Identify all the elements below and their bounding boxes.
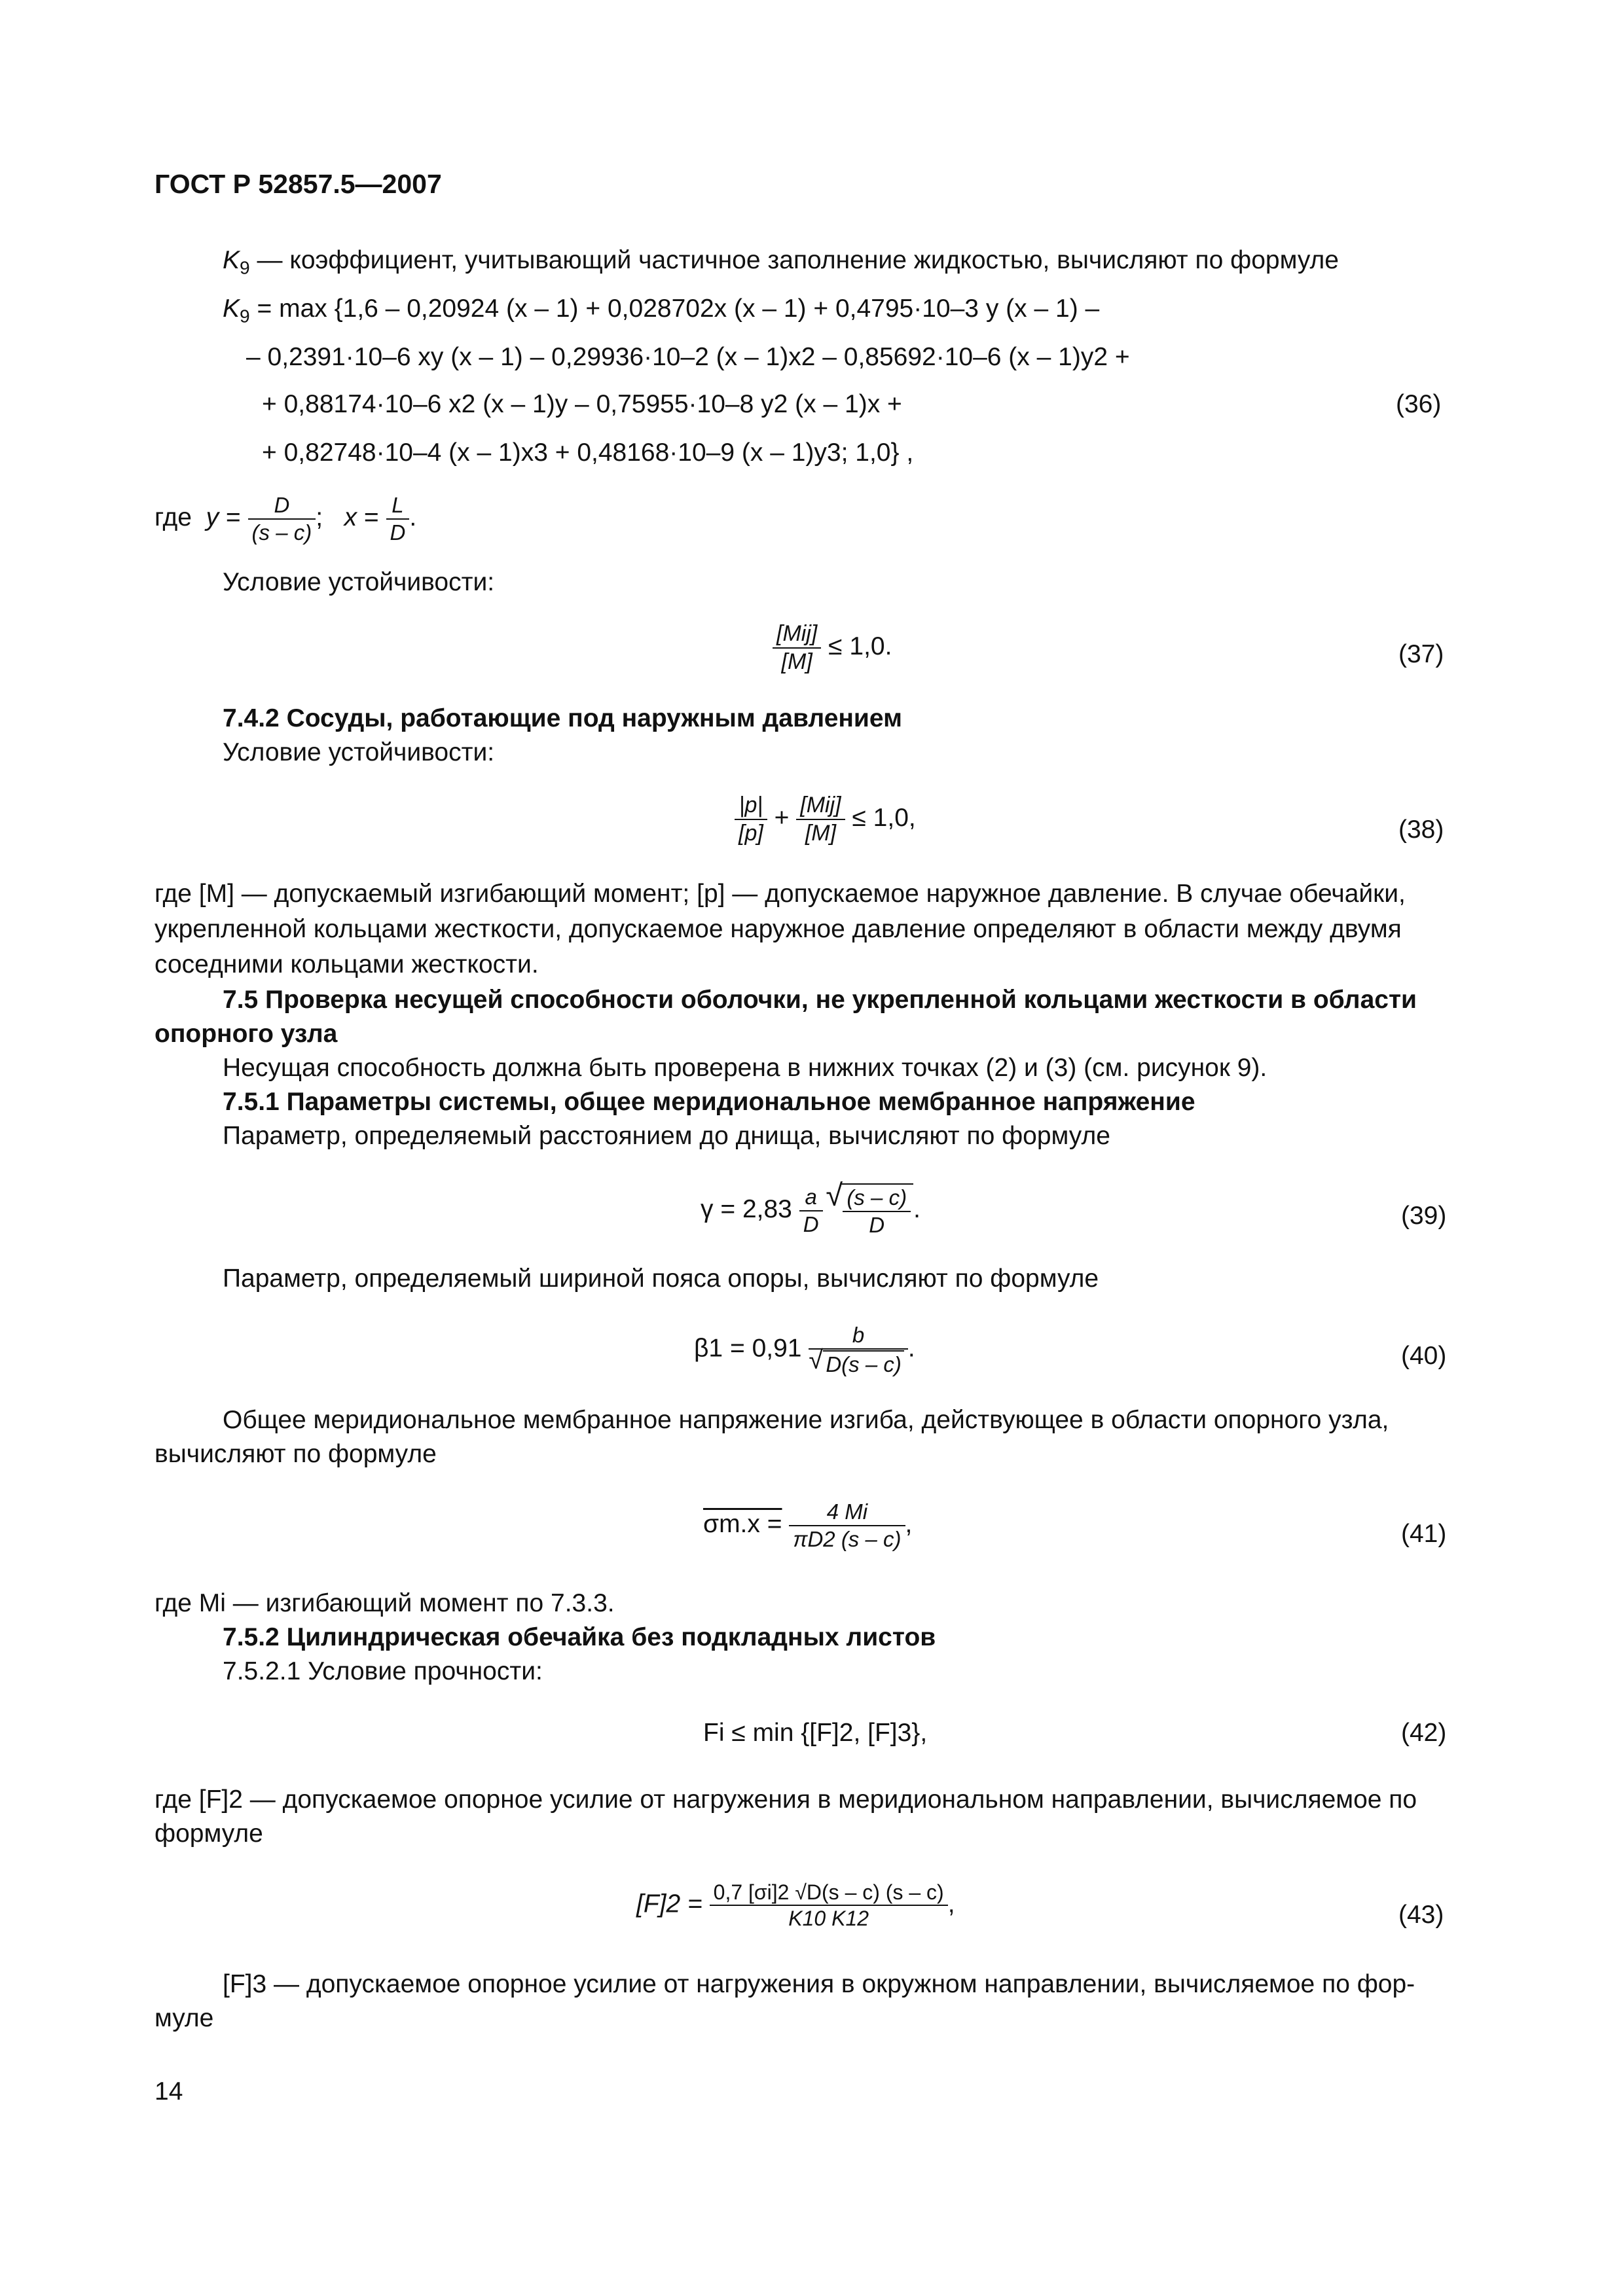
document-header: ГОСТ Р 52857.5—2007 — [155, 169, 442, 199]
paragraph-check: Несущая способность должна быть проверена в нижних точках (2) и (3) (см. рисунок 9). — [223, 1054, 1267, 1082]
section-7-4-2: 7.4.2 Сосуды, работающие под наружным давлением — [223, 704, 902, 732]
section-7-5-1: 7.5.1 Параметры системы, общее меридиональное мембранное напряжение — [223, 1088, 1195, 1116]
formula-43: [F]2 = $\frac{0,7 [\sigma i]2 √D(s - c) (s - c)}{K10 K12}$ , — [636, 1880, 955, 1931]
section-7-5-2: 7.5.2 Цилиндрическая обечайка без подкладных листов — [223, 1623, 936, 1651]
equation-number: (38) — [1398, 816, 1444, 844]
paragraph-7-5-2-1: 7.5.2.1 Условие прочности: — [223, 1657, 543, 1685]
formula-37: $\frac{\text{[Mij]}}{[M]}$ ≤ 1,0. — [773, 620, 892, 675]
paragraph-param-bottom: Параметр, определяемый расстоянием до днища, вычисляют по формуле — [223, 1122, 1110, 1150]
equation-number: (43) — [1398, 1901, 1444, 1929]
page-number: 14 — [155, 2077, 183, 2106]
paragraph-param-width: Параметр, определяемый шириной пояса опоры, вычисляют по формуле — [223, 1265, 1099, 1293]
k9-intro: $K_9$ — коэффициент, учитывающий частичное заполнение жидкостью, вычисляют по формуле — [223, 246, 1339, 278]
formula-42: Fi ≤ min {[F]2, [F]3}, — [703, 1719, 928, 1747]
equation-number: (41) — [1401, 1520, 1447, 1548]
formula-41: σm.x = $\frac{4 Mi}{\pi D2 (s - c)}$ , — [703, 1499, 913, 1551]
where-y-x: где y = $\frac{D}{(s - c)}$ ; x = $\frac{L}{D}$ . — [155, 493, 417, 545]
equation-number: (36) — [1396, 390, 1442, 418]
equation-number: (42) — [1401, 1719, 1447, 1747]
equation-number: (37) — [1398, 640, 1444, 668]
formula-38: $\frac{|p|}{[p]}$ + $\frac{\text{[Mij]}}{[M]}$ ≤ 1,0, — [735, 792, 916, 847]
formula-40: β1 = 0,91 b √ D(s – c) . — [694, 1322, 915, 1378]
paragraph-where-Mi: где Mi — изгибающий момент по 7.3.3. — [155, 1589, 615, 1617]
equation-number: (39) — [1401, 1202, 1447, 1230]
condition-stability-2: Условие устойчивости: — [223, 738, 495, 766]
formula-39: γ = 2,83 $\frac{a}{D}$ √ $\frac{(s - c)}{D}$ . — [701, 1183, 921, 1238]
condition-stability-1: Условие устойчивости: — [223, 568, 495, 596]
equation-number: (40) — [1401, 1342, 1447, 1370]
